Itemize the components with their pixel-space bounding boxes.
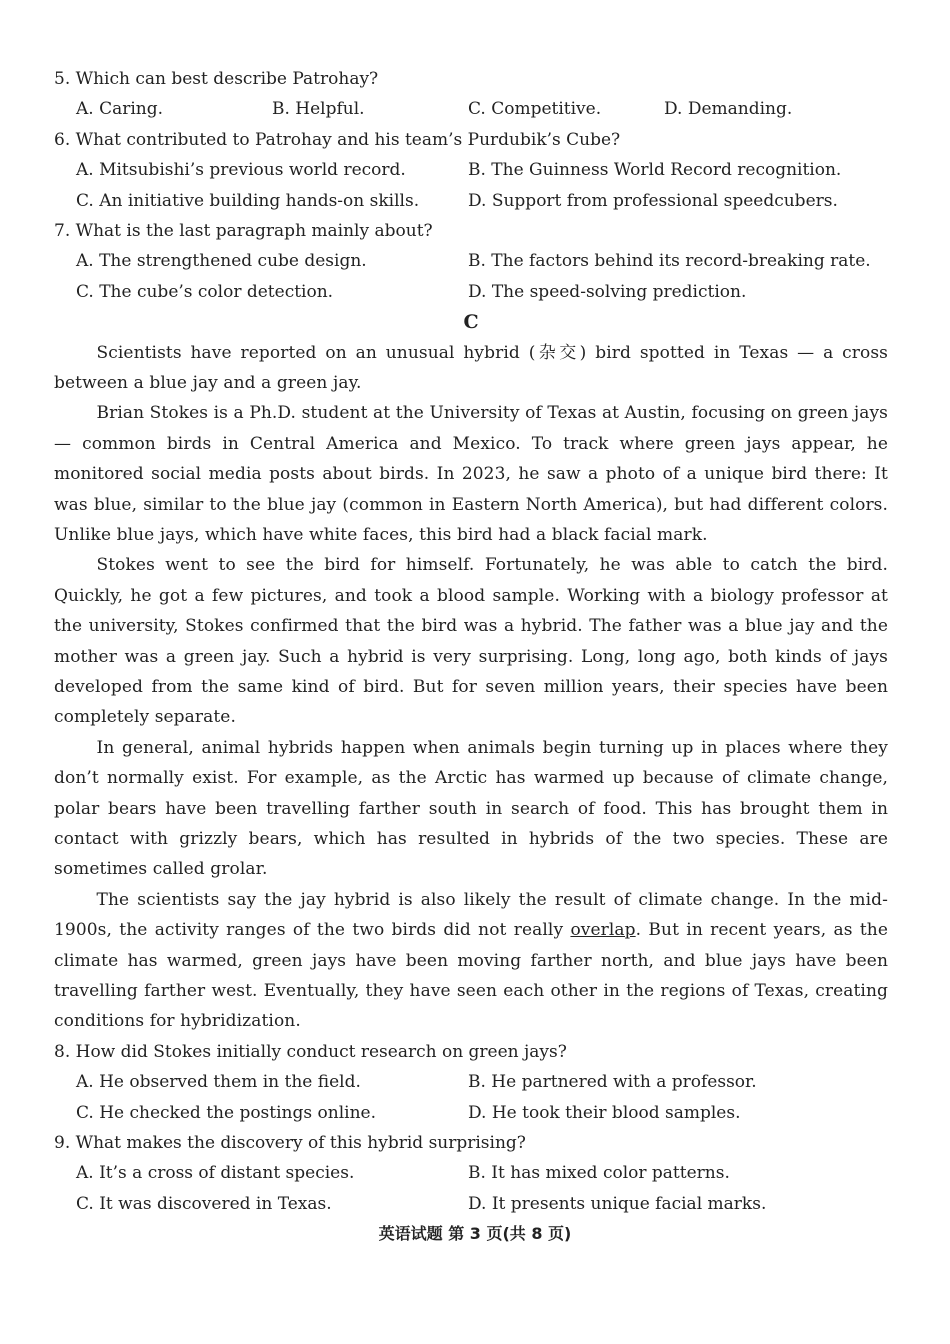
passage-paragraph-4: In general, animal hybrids happen when animals begin turning up in places where they don’t normally exist. For example, as the Arctic has warmed up because of climate change, polar bears have been travelling farther south in search of food. This has brought them in contact with grizzly bears, which has resulted in hybrids of the two species. These are sometimes called grolar. — [54, 737, 888, 880]
page-footer: 英语试题 第 3 页(共 8 页) — [378, 1224, 572, 1243]
option-d: D. It presents unique facial marks. — [468, 1193, 767, 1214]
question-8-stem: 8. How did Stokes initially conduct research on green jays? — [54, 1041, 567, 1062]
passage-paragraph-3: Stokes went to see the bird for himself. Fortunately, he was able to catch the bird. Quickly, he got a few pictures, and took a blood sample. Working with a biology professor at the university, Stokes confirmed that the bird was a hybrid. The father was a blue jay and the mother was a green jay. Such a hybrid is very surprising. Long, long ago, both kinds of jays developed from the same kind of bird. But for seven million years, their species have been completely separate. — [54, 555, 888, 728]
question-7-options-row1 — [54, 246, 888, 276]
passage-paragraph-5 — [54, 885, 888, 1037]
option-c: C. He checked the postings online. — [76, 1102, 376, 1123]
question-5-stem: 5. Which can best describe Patrohay? — [54, 69, 379, 89]
option-b: B. It has mixed color patterns. — [468, 1163, 730, 1184]
option-b: B. The Guinness World Record recognition. — [468, 160, 842, 181]
option-d: D. The speed-solving prediction. — [468, 281, 747, 302]
option-a: A. It’s a cross of distant species. — [76, 1163, 355, 1184]
option-a: A. The strengthened cube design. — [76, 251, 367, 272]
question-9-stem: 9. What makes the discovery of this hybrid surprising? — [54, 1133, 526, 1154]
question-8-options-row1 — [54, 1067, 888, 1097]
option-b: B. He partnered with a professor. — [468, 1072, 757, 1093]
question-5-options — [54, 94, 888, 124]
option-d: D. Demanding. — [664, 99, 793, 120]
option-a: A. Caring. — [76, 99, 164, 120]
option-c: C. It was discovered in Texas. — [76, 1193, 332, 1214]
option-d: D. He took their blood samples. — [468, 1102, 741, 1123]
question-7-options-row2 — [54, 277, 888, 307]
exam-page — [54, 64, 888, 1219]
paragraph-5-text-end: . But in recent years, as the climate has warmed, green jays have been moving farther north, and blue jays have been travelling farther west. Eventually, they have seen each other in the regions of Texas, creating conditions for hybridization. — [54, 920, 888, 1032]
question-6-stem: 6. What contributed to Patrohay and his team’s Purdubik’s Cube? — [54, 129, 621, 150]
option-c: C. The cube’s color detection. — [76, 281, 334, 302]
option-a: A. Mitsubishi’s previous world record. — [76, 160, 406, 181]
question-8-options-row2 — [54, 1098, 888, 1128]
option-b: B. The factors behind its record-breaking rate. — [468, 251, 871, 272]
option-c: C. An initiative building hands-on skills. — [76, 190, 420, 211]
option-c: C. Competitive. — [468, 99, 602, 120]
option-d: D. Support from professional speedcubers. — [468, 190, 838, 211]
section-title: C — [463, 311, 479, 334]
question-6-options-row1 — [54, 155, 888, 185]
paragraph-5-text-start: The scientists say the jay hybrid is also likely the result of climate change. In the mid-1900s, the activity ranges of the two birds did not really — [54, 889, 888, 941]
passage-paragraph-1: Scientists have reported on an unusual hybrid (杂交) bird spotted in Texas — a cross between a blue jay and a green jay. — [54, 342, 888, 393]
question-9-options-row1 — [54, 1158, 888, 1188]
question-6-options-row2 — [54, 186, 888, 216]
question-7-stem: 7. What is the last paragraph mainly about? — [54, 220, 433, 241]
underlined-word: overlap — [570, 920, 636, 941]
question-9-options-row2 — [54, 1189, 888, 1219]
option-b: B. Helpful. — [272, 99, 365, 120]
option-a: A. He observed them in the field. — [76, 1072, 361, 1093]
passage-paragraph-2: Brian Stokes is a Ph.D. student at the University of Texas at Austin, focusing on green jays — common birds in Central America and Mexico. To track where green jays appear, he monitored social media posts about birds. In 2023, he saw a photo of a unique bird there: It was blue, similar to the blue jay (common in Eastern North America), but had different colors. Unlike blue jays, which have white faces, this bird had a black facial mark. — [54, 403, 888, 545]
